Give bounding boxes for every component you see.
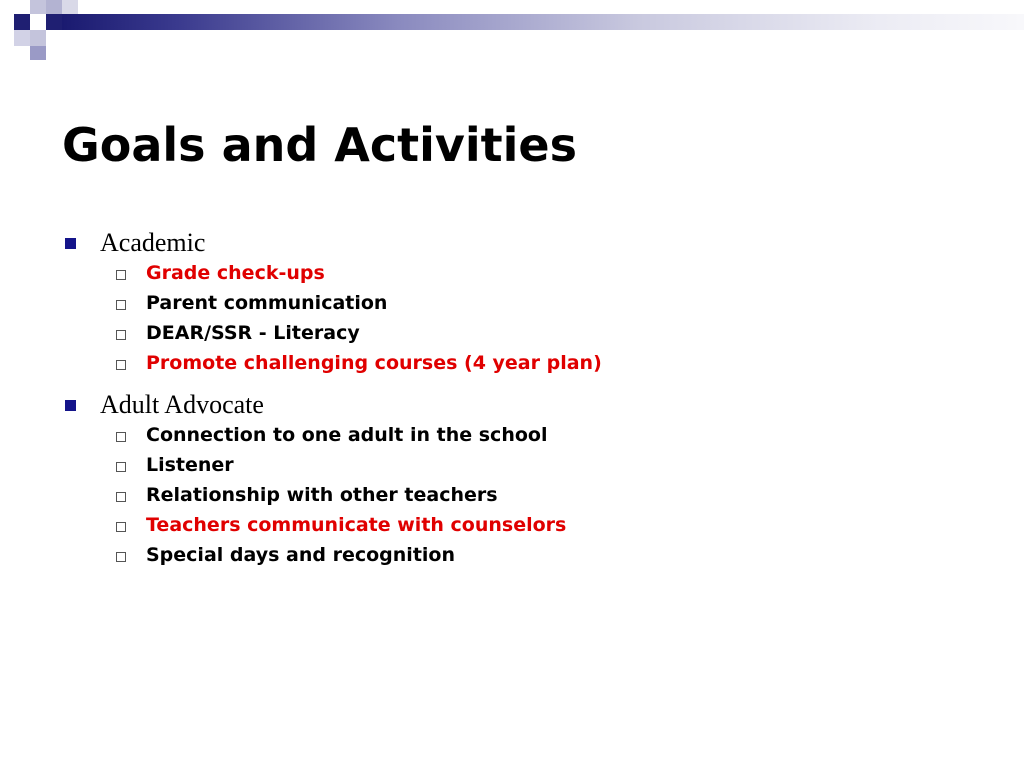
list-item [62,452,962,482]
square-bullet-icon [65,238,76,249]
list-item [62,290,962,320]
hollow-square-bullet-icon [116,300,126,310]
decor-square [14,30,30,46]
list-item [62,542,962,572]
decor-square [46,0,62,14]
hollow-square-bullet-icon [116,270,126,280]
decor-square [46,14,62,30]
sub-item-text: Promote challenging courses (4 year plan) [146,352,602,374]
list-item [62,260,962,290]
hollow-square-bullet-icon [116,552,126,562]
hollow-square-bullet-icon [116,522,126,532]
sub-item-text: Connection to one adult in the school [146,424,548,446]
section-adult-advocate [62,390,962,572]
section-academic [62,228,962,380]
hollow-square-bullet-icon [116,492,126,502]
section-label: Adult Advocate [100,390,264,419]
decor-square [30,46,46,60]
sub-item-text: DEAR/SSR - Literacy [146,322,360,344]
hollow-square-bullet-icon [116,462,126,472]
hollow-square-bullet-icon [116,360,126,370]
section-label: Academic [100,228,206,257]
hollow-square-bullet-icon [116,432,126,442]
sub-item-text: Listener [146,454,234,476]
list-item [62,422,962,452]
square-bullet-icon [65,400,76,411]
decor-square [14,14,30,30]
list-item [62,482,962,512]
list-item [62,228,962,260]
slide-title: Goals and Activities [62,118,578,172]
sub-item-text: Relationship with other teachers [146,484,498,506]
list-item [62,390,962,422]
bullet-list [62,228,962,582]
list-item [62,350,962,380]
list-item [62,512,962,542]
hollow-square-bullet-icon [116,330,126,340]
decor-square [62,0,78,14]
sub-item-text: Grade check-ups [146,262,325,284]
sub-item-text: Special days and recognition [146,544,455,566]
header-gradient-bar [62,14,1024,30]
sub-item-text: Teachers communicate with counselors [146,514,567,536]
decor-square [30,0,46,14]
list-item [62,320,962,350]
sub-item-text: Parent communication [146,292,388,314]
decor-square [30,30,46,46]
